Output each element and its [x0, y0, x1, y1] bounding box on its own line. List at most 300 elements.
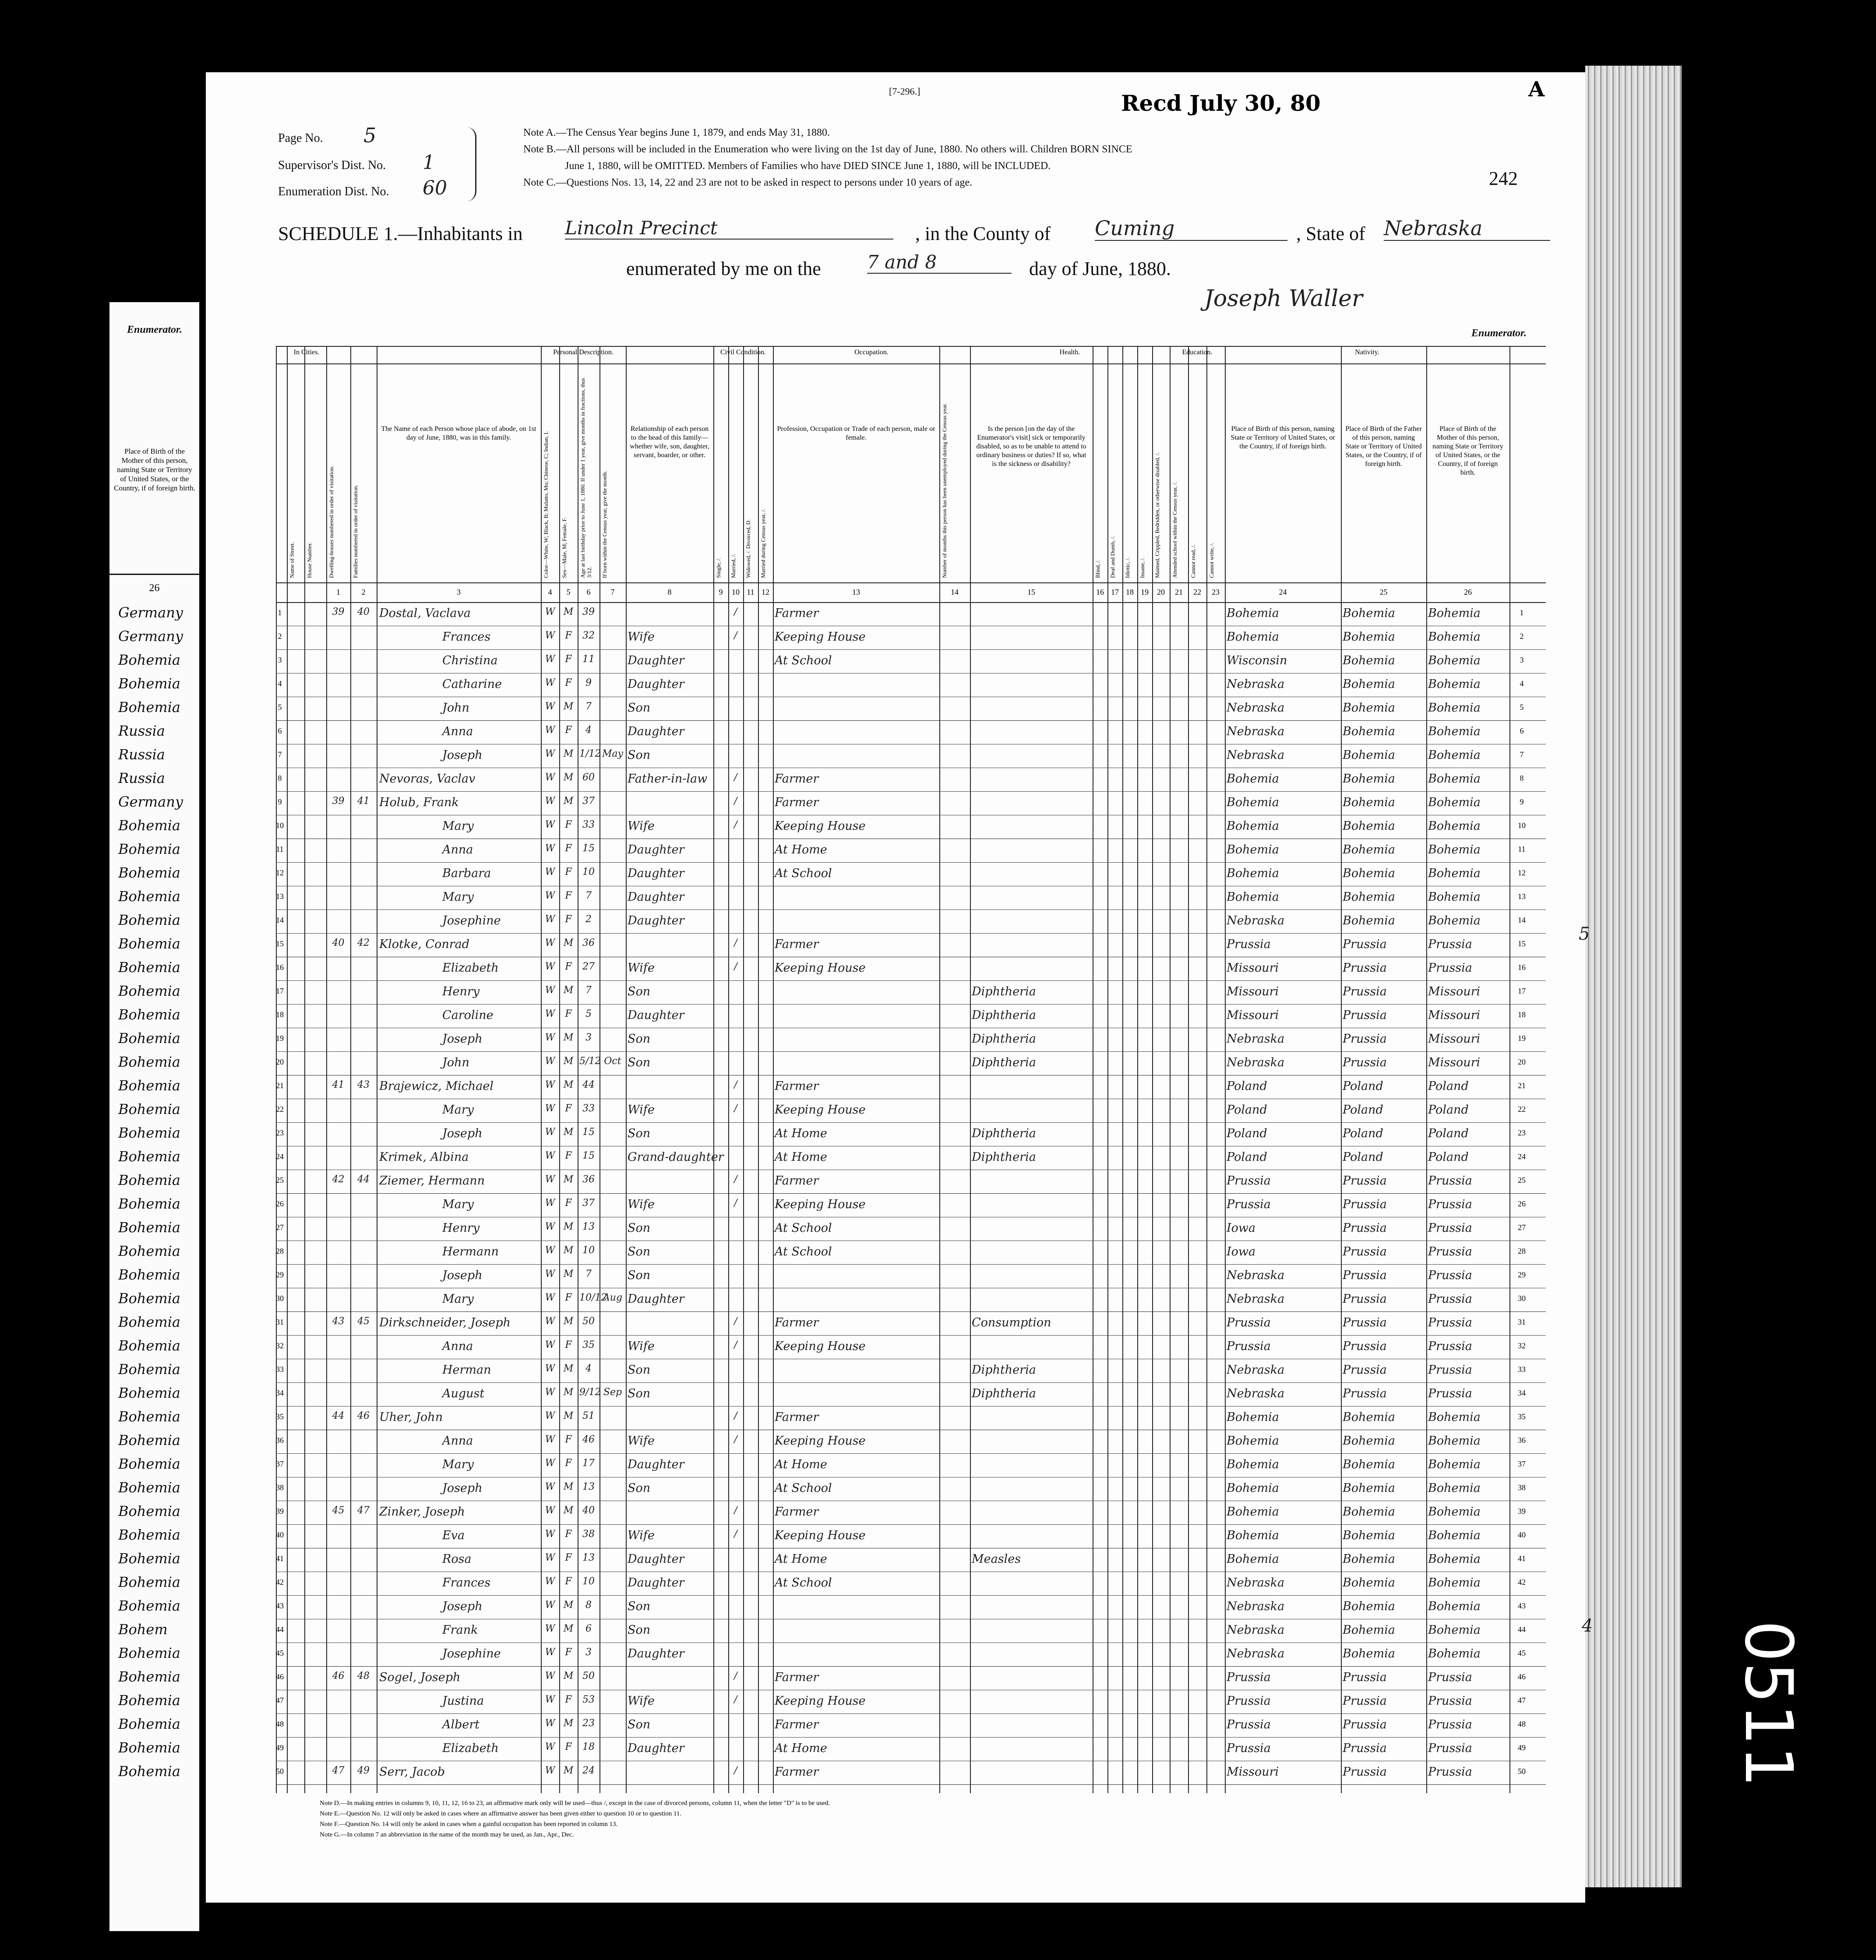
column-number: 24: [1279, 588, 1287, 596]
left-row-entry: Bohemia: [118, 1432, 180, 1449]
table-row: [276, 839, 1546, 862]
row-number: 24: [276, 1152, 284, 1161]
cell-occ: At Home: [775, 843, 827, 857]
cell-mo: Aug: [603, 1292, 623, 1303]
column-header-c7: If born within the Census year, give the month.: [601, 471, 608, 578]
group-header-civil: Civil Condition.: [720, 349, 766, 356]
cell-age: 7: [585, 1269, 592, 1280]
left-row-entry: Bohemia: [118, 1172, 180, 1188]
cell-bp: Bohemia: [1227, 1434, 1279, 1448]
left-row-entry: Bohemia: [118, 1006, 180, 1023]
cell-sick: Diphtheria: [972, 1363, 1036, 1377]
left-row-entry: Bohemia: [118, 1503, 180, 1519]
left-row-entry: Bohemia: [118, 1077, 180, 1094]
cell-age: 18: [582, 1741, 595, 1752]
column-header-c21: Attended school within the Census year, /.: [1171, 482, 1178, 578]
row-number: 37: [1518, 1459, 1526, 1468]
cell-col: W: [545, 1056, 555, 1067]
cell-bp: Missouri: [1227, 961, 1279, 975]
left-row-entry: Bohemia: [118, 1219, 180, 1236]
cell-dw: 39: [332, 606, 345, 617]
left-row-entry: Bohemia: [118, 1526, 180, 1543]
cell-mar: /: [734, 1765, 737, 1776]
cell-sex: M: [563, 606, 574, 617]
column-number: 22: [1193, 588, 1201, 596]
column-header-c5: Sex—Male, M; Female, F.: [561, 517, 568, 578]
cell-fbp: Bohemia: [1343, 1647, 1395, 1660]
cell-sex: F: [565, 677, 572, 688]
group-header-health: Health.: [1059, 349, 1080, 356]
cell-col: W: [545, 1647, 555, 1658]
cell-name: Frances: [442, 630, 491, 644]
cell-col: W: [545, 1079, 555, 1090]
cell-bp: Nebraska: [1227, 1269, 1285, 1282]
cell-name: Mary: [442, 1458, 474, 1471]
cell-col: W: [545, 1363, 555, 1374]
row-number: 12: [276, 868, 284, 877]
column-number: 1: [336, 588, 340, 596]
cell-mar: /: [734, 1103, 737, 1114]
left-row-entry: Bohemia: [118, 1550, 180, 1567]
row-number: 14: [1518, 916, 1526, 924]
cell-mbp: Bohemia: [1428, 914, 1481, 927]
cell-sick: Diphtheria: [972, 1127, 1036, 1140]
cell-bp: Wisconsin: [1227, 654, 1287, 667]
row-number: 43: [276, 1601, 284, 1610]
cell-age: 37: [582, 796, 595, 807]
cell-dw: 42: [332, 1174, 345, 1185]
row-number: 27: [1518, 1223, 1526, 1232]
cell-fbp: Prussia: [1343, 1340, 1387, 1353]
row-number: 21: [276, 1081, 284, 1090]
cell-rel: Son: [628, 1269, 651, 1282]
cell-mar: /: [734, 961, 737, 972]
left-row-entry: Bohemia: [118, 1243, 180, 1259]
cell-col: W: [545, 677, 555, 688]
column-header-c6: Age at last birthday prior to June 1, 1880. If under 1 year, give months in fractions, thus 3/12.: [579, 378, 592, 578]
cell-bp: Prussia: [1227, 1694, 1271, 1708]
column-number: 19: [1141, 588, 1149, 596]
supervisor-label: Supervisor's Dist. No.: [278, 159, 386, 172]
table-row: [276, 791, 1546, 815]
left-row-entry: Bohemia: [118, 1361, 180, 1378]
cell-age: 32: [582, 630, 595, 641]
group-header-in_cities: In Cities.: [293, 349, 320, 356]
cell-col: W: [545, 748, 555, 759]
cell-occ: At School: [775, 654, 832, 667]
cell-sex: M: [563, 1765, 574, 1776]
cell-mar: /: [734, 606, 737, 617]
cell-col: W: [545, 938, 555, 948]
left-row-entry: Bohemia: [118, 1692, 180, 1709]
row-number: 35: [276, 1412, 284, 1421]
cell-sex: M: [563, 1505, 574, 1516]
cell-fbp: Prussia: [1343, 1741, 1387, 1755]
cell-col: W: [545, 1221, 555, 1232]
cell-mar: /: [734, 1316, 737, 1327]
cell-dw: 43: [332, 1316, 345, 1327]
cell-fa: 45: [357, 1316, 370, 1327]
cell-rel: Son: [628, 1127, 651, 1140]
cell-rel: Son: [628, 1032, 651, 1046]
cell-col: W: [545, 1505, 555, 1516]
cell-col: W: [545, 772, 555, 783]
table-row: [276, 1643, 1546, 1666]
cell-rel: Grand-daughter: [628, 1150, 724, 1164]
cell-occ: At School: [775, 1481, 832, 1495]
cell-name: Brajewicz, Michael: [379, 1079, 494, 1093]
row-number: 28: [276, 1247, 284, 1255]
cell-dw: 41: [332, 1079, 345, 1090]
table-row: [276, 1501, 1546, 1524]
cell-fbp: Bohemia: [1343, 677, 1395, 691]
cell-age: 9/12: [579, 1387, 601, 1398]
cell-occ: Farmer: [775, 938, 819, 951]
cell-mbp: Bohemia: [1428, 843, 1481, 857]
page-no-label: Page No.: [278, 131, 323, 145]
cell-name: Joseph: [442, 1269, 483, 1282]
cell-mbp: Bohemia: [1428, 1410, 1481, 1424]
cell-occ: Farmer: [775, 1718, 819, 1731]
column-header-c22: Cannot read, /.: [1190, 544, 1196, 578]
table-row: [276, 1335, 1546, 1359]
group-header-occupation: Occupation.: [854, 349, 889, 356]
cell-fbp: Bohemia: [1343, 1458, 1395, 1471]
cell-col: W: [545, 796, 555, 807]
row-number: 28: [1518, 1247, 1526, 1255]
sheet-number: 242: [1489, 168, 1518, 189]
cell-sex: M: [563, 748, 574, 759]
table-row: [276, 649, 1546, 673]
cell-fbp: Bohemia: [1343, 654, 1395, 667]
cell-age: 3: [585, 1647, 592, 1658]
cell-dw: 47: [332, 1765, 345, 1776]
cell-mar: /: [734, 819, 737, 830]
cell-sex: F: [565, 1292, 572, 1303]
cell-col: W: [545, 1623, 555, 1634]
cell-age: 10: [582, 1245, 595, 1256]
table-row: [276, 673, 1546, 697]
row-number: 42: [1518, 1578, 1526, 1586]
cell-fbp: Bohemia: [1343, 1623, 1395, 1637]
cell-age: 10/12: [579, 1292, 607, 1303]
table-row: [276, 1690, 1546, 1713]
cell-mar: /: [734, 1174, 737, 1185]
column-number: 17: [1111, 588, 1119, 596]
cell-age: 37: [582, 1198, 595, 1209]
row-number: 11: [1518, 845, 1526, 853]
row-number: 37: [276, 1459, 284, 1468]
left-row-entry: Bohemia: [118, 1101, 180, 1117]
cell-age: 6: [585, 1623, 592, 1634]
margin-mark-5: 5: [1579, 924, 1590, 944]
cell-col: W: [545, 1671, 555, 1682]
cell-col: W: [545, 1552, 555, 1563]
column-number: 13: [852, 588, 860, 596]
cell-col: W: [545, 819, 555, 830]
column-header-c15: Is the person [on the day of the Enumerator's visit] sick or temporarily disabled, so as to be unable to attend to ordinary business or duties? If so, what is the sickness or disability?: [976, 425, 1086, 468]
cell-rel: Wife: [628, 1198, 655, 1211]
row-number: 17: [276, 987, 284, 995]
table-row: [276, 1311, 1546, 1335]
cell-sex: M: [563, 938, 574, 948]
cell-occ: Farmer: [775, 1174, 819, 1188]
cell-fa: 47: [357, 1505, 370, 1516]
cell-bp: Nebraska: [1227, 1363, 1285, 1377]
row-number: 25: [1518, 1176, 1526, 1184]
cell-mbp: Prussia: [1428, 1316, 1472, 1329]
left-row-entry: Bohemia: [118, 817, 180, 834]
table-row: [276, 1004, 1546, 1028]
cell-fbp: Bohemia: [1343, 725, 1395, 738]
cell-mar: /: [734, 796, 737, 807]
cell-col: W: [545, 890, 555, 901]
left-row-entry: Bohemia: [118, 1054, 180, 1070]
row-number: 23: [1518, 1128, 1526, 1137]
row-number: 17: [1518, 987, 1526, 995]
cell-col: W: [545, 1292, 555, 1303]
row-number: 18: [1518, 1010, 1526, 1019]
cell-name: Zinker, Joseph: [379, 1505, 465, 1519]
cell-age: 3: [585, 1032, 592, 1043]
cell-rel: Daughter: [628, 1008, 684, 1022]
cell-rel: Daughter: [628, 654, 684, 667]
cell-mbp: Poland: [1428, 1103, 1469, 1117]
left-row-entry: Bohemia: [118, 888, 180, 905]
column-header-c25: Place of Birth of the Father of this person, naming State or Territory of United States, or the Country, if of foreign birth.: [1345, 425, 1422, 468]
cell-fbp: Prussia: [1343, 1198, 1387, 1211]
cell-bp: Nebraska: [1227, 1600, 1285, 1613]
table-row: [276, 1666, 1546, 1690]
cell-name: Elizabeth: [442, 1741, 499, 1755]
cell-occ: Farmer: [775, 1079, 819, 1093]
cell-age: 53: [582, 1694, 595, 1705]
cell-sex: F: [565, 1340, 572, 1350]
cell-sex: F: [565, 1694, 572, 1705]
cell-col: W: [545, 843, 555, 854]
cell-bp: Poland: [1227, 1103, 1267, 1117]
left-row-entry: Bohem: [118, 1621, 168, 1638]
cell-fbp: Prussia: [1343, 938, 1387, 951]
cell-mbp: Bohemia: [1428, 748, 1481, 762]
cell-sick: Diphtheria: [972, 1150, 1036, 1164]
cell-rel: Daughter: [628, 1292, 684, 1306]
cell-mbp: Missouri: [1428, 1056, 1481, 1069]
cell-mbp: Bohemia: [1428, 1623, 1481, 1637]
cell-col: W: [545, 1127, 555, 1138]
cell-fbp: Bohemia: [1343, 1410, 1395, 1424]
cell-sick: Diphtheria: [972, 1008, 1036, 1022]
column-number: 8: [667, 588, 672, 596]
cell-rel: Daughter: [628, 725, 684, 738]
cell-mar: /: [734, 630, 737, 641]
cell-col: W: [545, 1600, 555, 1611]
cell-mbp: Bohemia: [1428, 796, 1481, 809]
column-header-c20: Maimed, Crippled, Bedridden, or otherwise disabled, /.: [1154, 452, 1160, 578]
cell-mo: May: [602, 748, 624, 759]
cell-name: Catharine: [442, 677, 502, 691]
table-row: [276, 1477, 1546, 1501]
table-row: [276, 980, 1546, 1004]
table-row: [276, 1099, 1546, 1122]
cell-col: W: [545, 1340, 555, 1350]
row-number: 44: [276, 1625, 284, 1634]
cell-bp: Nebraska: [1227, 1056, 1285, 1069]
cell-mo: Sep: [603, 1387, 622, 1398]
county-label: , in the County of: [915, 223, 1051, 244]
cell-name: John: [442, 701, 469, 715]
cell-sex: F: [565, 1741, 572, 1752]
cell-bp: Bohemia: [1227, 630, 1279, 644]
cell-rel: Son: [628, 1363, 651, 1377]
left-row-entry: Bohemia: [118, 1290, 180, 1307]
column-number: 14: [951, 588, 959, 596]
row-number: 16: [276, 963, 284, 972]
left-row-entry: Russia: [118, 723, 165, 739]
cell-sick: Consumption: [972, 1316, 1051, 1329]
table-row: [276, 602, 1546, 626]
cell-age: 39: [582, 606, 595, 617]
cell-bp: Prussia: [1227, 938, 1271, 951]
cell-rel: Daughter: [628, 1741, 684, 1755]
cell-sex: F: [565, 1103, 572, 1114]
cell-mbp: Prussia: [1428, 1671, 1472, 1684]
table-row: [276, 1713, 1546, 1737]
cell-mbp: Bohemia: [1428, 1481, 1481, 1495]
table-row: [276, 1051, 1546, 1075]
cell-bp: Nebraska: [1227, 701, 1285, 715]
row-number: 44: [1518, 1625, 1526, 1634]
cell-mbp: Missouri: [1428, 985, 1481, 998]
cell-fbp: Prussia: [1343, 961, 1387, 975]
row-number: 30: [1518, 1294, 1526, 1303]
column-number: 21: [1175, 588, 1183, 596]
cell-col: W: [545, 1316, 555, 1327]
cell-name: Ziemer, Hermann: [379, 1174, 485, 1188]
cell-bp: Nebraska: [1227, 1647, 1285, 1660]
column-number: 11: [747, 588, 755, 596]
cell-bp: Nebraska: [1227, 914, 1285, 927]
row-number: 47: [276, 1696, 284, 1705]
cell-fbp: Bohemia: [1343, 890, 1395, 904]
column-header-c1: Dwelling-houses numbered in order of visitation.: [328, 465, 335, 578]
cell-col: W: [545, 1150, 555, 1161]
cell-occ: Keeping House: [775, 819, 866, 833]
cell-name: Frank: [442, 1623, 478, 1637]
cell-mbp: Bohemia: [1428, 677, 1481, 691]
column-number: 12: [762, 588, 769, 596]
cell-fbp: Prussia: [1343, 1694, 1387, 1708]
cell-rel: Daughter: [628, 843, 684, 857]
cell-col: W: [545, 1410, 555, 1421]
note-b-cont: June 1, 1880, will be OMITTED. Members of Families who have DIED SINCE June 1, 1880, will be INCLUDED.: [565, 160, 1051, 172]
cell-name: Christina: [442, 654, 498, 667]
row-number: 32: [1518, 1341, 1526, 1350]
row-number: 10: [276, 821, 284, 830]
table-row: [276, 768, 1546, 791]
cell-col: W: [545, 1694, 555, 1705]
row-number: 48: [276, 1720, 284, 1728]
left-row-entry: Bohemia: [118, 1456, 180, 1472]
left-row-entry: Bohemia: [118, 1597, 180, 1614]
table-row: [276, 1382, 1546, 1406]
cell-col: W: [545, 914, 555, 925]
row-number: 14: [276, 916, 284, 924]
cell-occ: Keeping House: [775, 1529, 866, 1542]
cell-name: Dirkschneider, Joseph: [379, 1316, 511, 1329]
left-row-entry: Bohemia: [118, 841, 180, 857]
cell-age: 27: [582, 961, 595, 972]
cell-sick: Diphtheria: [972, 1387, 1036, 1400]
cell-mbp: Bohemia: [1428, 1434, 1481, 1448]
cell-col: W: [545, 1245, 555, 1256]
column-header-c16: Blind, /.: [1094, 559, 1101, 578]
cell-age: 1/12: [579, 748, 601, 759]
cell-age: 8: [585, 1600, 592, 1611]
row-number: 40: [276, 1530, 284, 1539]
cell-mo: Oct: [604, 1056, 621, 1067]
cell-age: 10: [582, 867, 595, 878]
row-number: 48: [1518, 1720, 1526, 1728]
cell-sex: M: [563, 1316, 574, 1327]
cell-sex: F: [565, 914, 572, 925]
row-number: 50: [276, 1767, 284, 1776]
row-rule: [276, 363, 1546, 364]
cell-occ: Keeping House: [775, 1694, 866, 1708]
cell-rel: Son: [628, 1481, 651, 1495]
row-number: 34: [276, 1389, 284, 1397]
cell-name: Hermann: [442, 1245, 499, 1258]
group-header-nativity: Nativity.: [1355, 349, 1379, 356]
meta-brace: [466, 127, 476, 201]
cell-name: Mary: [442, 1198, 474, 1211]
cell-sex: F: [565, 867, 572, 878]
row-number: 13: [1518, 892, 1526, 901]
cell-mar: /: [734, 1505, 737, 1516]
cell-fbp: Prussia: [1343, 1765, 1387, 1779]
cell-age: 50: [582, 1671, 595, 1682]
cell-sex: M: [563, 1387, 574, 1398]
cell-name: Caroline: [442, 1008, 494, 1022]
table-row: [276, 697, 1546, 720]
cell-fbp: Bohemia: [1343, 772, 1395, 786]
cell-rel: Wife: [628, 1694, 655, 1708]
cell-bp: Nebraska: [1227, 1387, 1285, 1400]
cell-rel: Daughter: [628, 867, 684, 880]
cell-name: Herman: [442, 1363, 491, 1377]
left-row-entry: Bohemia: [118, 1385, 180, 1401]
left-row-entry: Russia: [118, 770, 165, 786]
column-header-c18: Idiotic, /.: [1124, 557, 1131, 578]
row-number: 33: [276, 1365, 284, 1374]
cell-mbp: Prussia: [1428, 1269, 1472, 1282]
left-row-entry: Bohemia: [118, 1668, 180, 1685]
row-number: 27: [276, 1223, 284, 1232]
cell-name: Holub, Frank: [379, 796, 459, 809]
cell-col: W: [545, 1008, 555, 1019]
cell-bp: Nebraska: [1227, 1032, 1285, 1046]
enumeration-value: 60: [423, 177, 447, 199]
cell-rel: Son: [628, 1245, 651, 1258]
film-number: 0511: [1730, 1620, 1806, 1787]
table-row: [276, 1028, 1546, 1051]
cell-bp: Missouri: [1227, 985, 1279, 998]
column-number: 3: [457, 588, 461, 596]
table-row: [276, 1075, 1546, 1099]
cell-sex: M: [563, 1600, 574, 1611]
cell-fbp: Bohemia: [1343, 796, 1395, 809]
table-row: [276, 626, 1546, 649]
